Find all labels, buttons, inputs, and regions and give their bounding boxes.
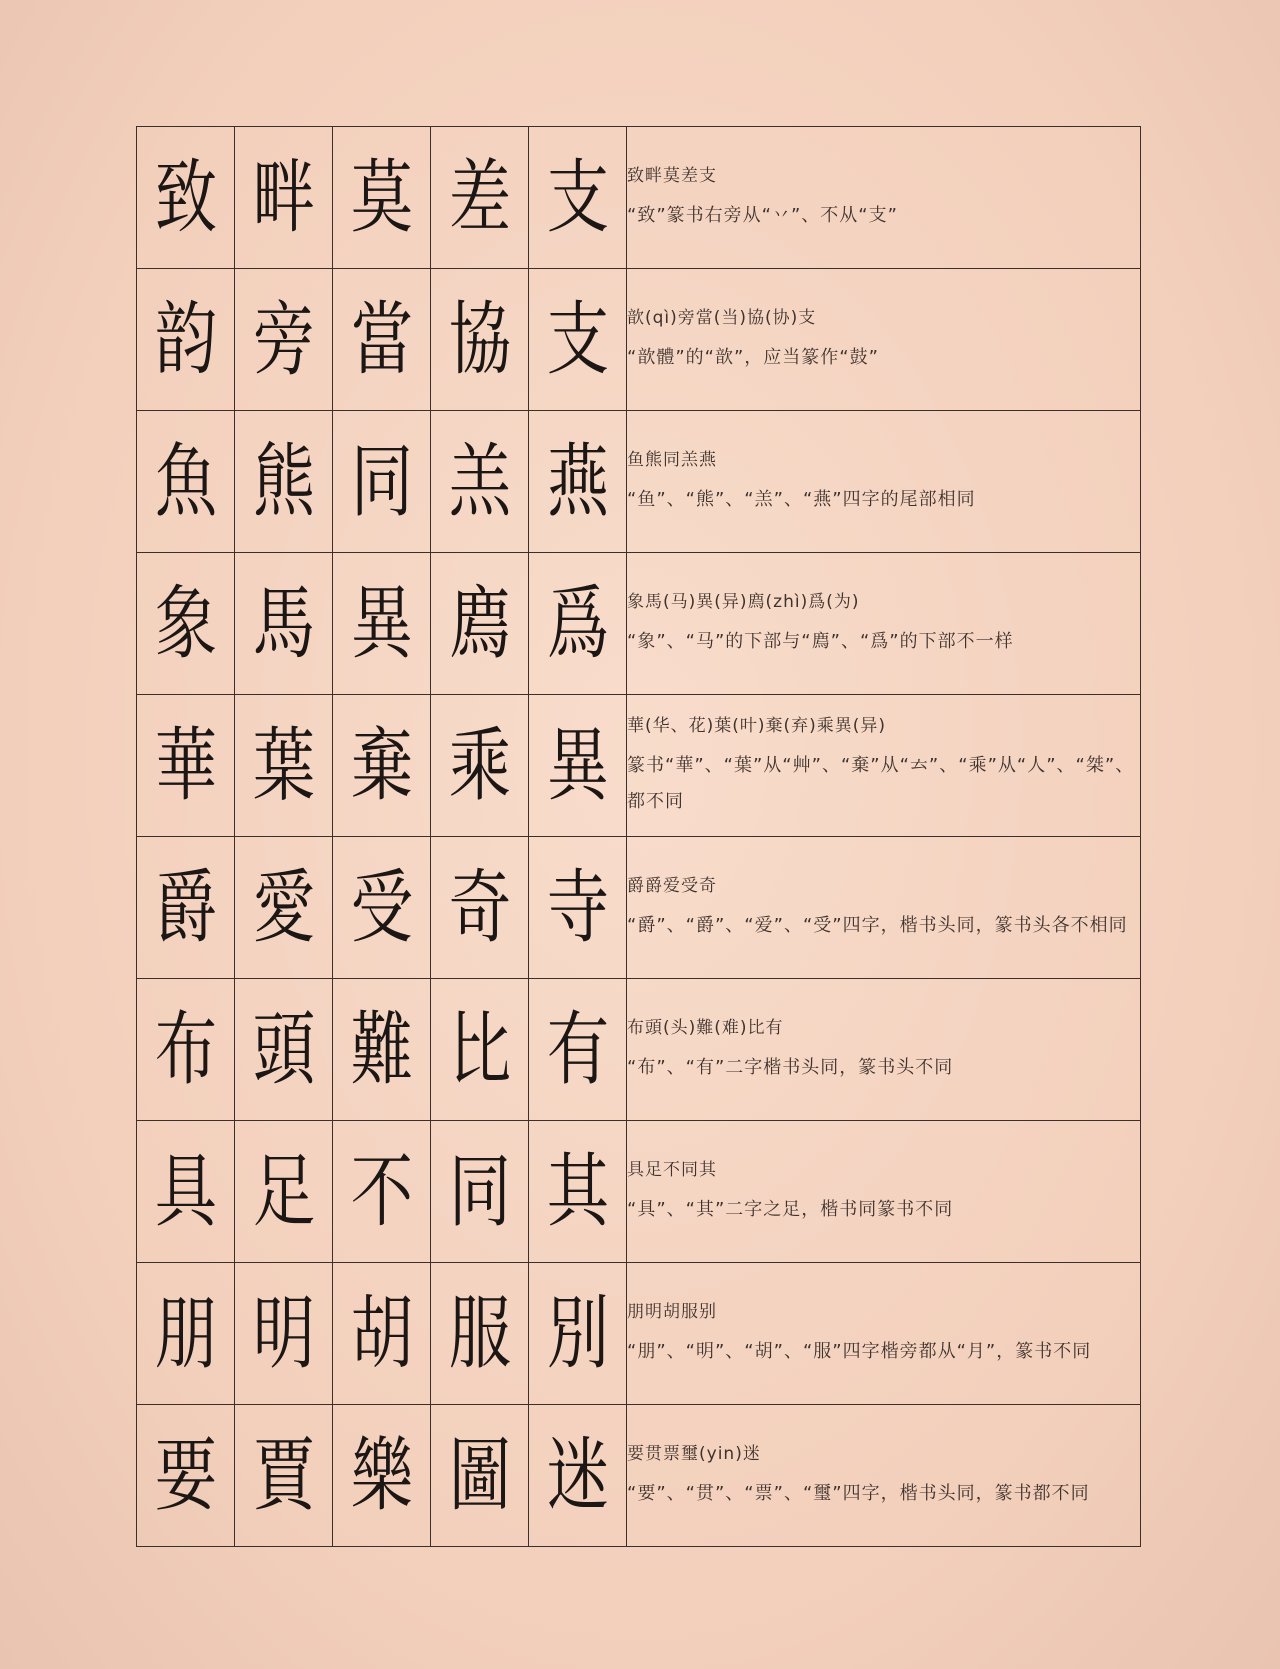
seal-glyph: 協 [431,269,529,411]
explanation-cell [627,837,1141,979]
seal-glyph: 羔 [431,411,529,553]
seal-glyph: 圖 [431,1405,529,1547]
seal-glyph: 樂 [333,1405,431,1547]
explanation-cell [627,269,1141,411]
explanation-cell [627,1263,1141,1405]
seal-glyph: 明 [235,1263,333,1405]
table-row [137,269,1141,411]
row-title: 布頭(头)難(难)比有 [627,1018,784,1038]
explanation-cell [627,1405,1141,1547]
table-row [137,553,1141,695]
explanation-cell [627,553,1141,695]
seal-glyph: 致 [137,127,235,269]
seal-glyph: 華 [137,695,235,837]
seal-glyph: 不 [333,1121,431,1263]
row-note: “爵”、“爵”、“爱”、“受”四字，楷书头同，篆书头各不相同 [627,915,1128,936]
seal-glyph: 支 [529,127,627,269]
row-title: 爵爵爱受奇 [627,876,717,896]
seal-glyph: 象 [137,553,235,695]
explanation-cell [627,979,1141,1121]
seal-glyph: 同 [431,1121,529,1263]
row-title: 要贯票璽(yin)迷 [627,1444,761,1464]
seal-glyph: 難 [333,979,431,1121]
seal-glyph: 廌 [431,553,529,695]
row-note: “要”、“贯”、“票”、“璽”四字，楷书头同，篆书都不同 [627,1483,1090,1504]
table-row [137,837,1141,979]
seal-glyph: 爵 [137,837,235,979]
seal-glyph: 棄 [333,695,431,837]
seal-glyph: 布 [137,979,235,1121]
seal-glyph: 乘 [431,695,529,837]
seal-glyph: 異 [333,553,431,695]
explanation-cell [627,1121,1141,1263]
seal-glyph: 畔 [235,127,333,269]
row-note: “鱼”、“熊”、“羔”、“燕”四字的尾部相同 [627,489,976,510]
seal-glyph: 燕 [529,411,627,553]
seal-glyph: 差 [431,127,529,269]
table-row [137,127,1141,269]
seal-glyph: 朋 [137,1263,235,1405]
seal-glyph: 爲 [529,553,627,695]
row-note: “歆體”的“歆”，应当篆作“鼓” [627,347,879,368]
row-note: “朋”、“明”、“胡”、“服”四字楷旁都从“月”，篆书不同 [627,1341,1092,1362]
seal-glyph: 頭 [235,979,333,1121]
seal-glyph: 胡 [333,1263,431,1405]
row-note: 篆书“華”、“葉”从“艸”、“棄”从“𠫓”、“乘”从“人”、“桀”、都不同 [627,755,1135,812]
seal-glyph: 葉 [235,695,333,837]
seal-glyph: 其 [529,1121,627,1263]
seal-glyph: 有 [529,979,627,1121]
seal-glyph: 受 [333,837,431,979]
seal-glyph: 奇 [431,837,529,979]
seal-glyph: 支 [529,269,627,411]
seal-glyph: 當 [333,269,431,411]
explanation-cell [627,695,1141,837]
row-note: “象”、“马”的下部与“廌”、“爲”的下部不一样 [627,631,1014,652]
row-note: “具”、“其”二字之足，楷书同篆书不同 [627,1199,954,1220]
row-title: 歆(qì)旁當(当)協(协)支 [627,308,817,328]
row-title: 致畔莫差支 [627,166,717,186]
table-row [137,411,1141,553]
explanation-cell [627,411,1141,553]
table-row [137,695,1141,837]
seal-glyph: 要 [137,1405,235,1547]
seal-glyph: 比 [431,979,529,1121]
row-note: “布”、“有”二字楷书头同，篆书头不同 [627,1057,954,1078]
seal-glyph: 旁 [235,269,333,411]
table-row [137,1405,1141,1547]
seal-glyph: 愛 [235,837,333,979]
row-title: 朋明胡服别 [627,1302,717,1322]
table-row [137,1121,1141,1263]
table-row [137,1263,1141,1405]
row-note: “致”篆书右旁从“丷”、不从“支” [627,205,898,226]
seal-glyph: 服 [431,1263,529,1405]
seal-glyph: 寺 [529,837,627,979]
row-title: 鱼熊同羔燕 [627,450,717,470]
explanation-cell [627,127,1141,269]
seal-glyph: 馬 [235,553,333,695]
seal-glyph: 賈 [235,1405,333,1547]
seal-glyph: 足 [235,1121,333,1263]
row-title: 華(华、花)葉(叶)棄(弃)乘異(异) [627,716,887,736]
seal-glyph: 韵 [137,269,235,411]
seal-glyph: 具 [137,1121,235,1263]
seal-glyph: 同 [333,411,431,553]
seal-glyph: 別 [529,1263,627,1405]
seal-glyph: 熊 [235,411,333,553]
comparison-table [136,126,1141,1547]
seal-glyph: 迷 [529,1405,627,1547]
seal-glyph: 異 [529,695,627,837]
row-title: 象馬(马)異(异)廌(zhì)爲(为) [627,592,860,612]
seal-script-comparison-sheet [136,126,1138,1545]
seal-glyph: 莫 [333,127,431,269]
table-row [137,979,1141,1121]
row-title: 具足不同其 [627,1160,717,1180]
seal-glyph: 魚 [137,411,235,553]
